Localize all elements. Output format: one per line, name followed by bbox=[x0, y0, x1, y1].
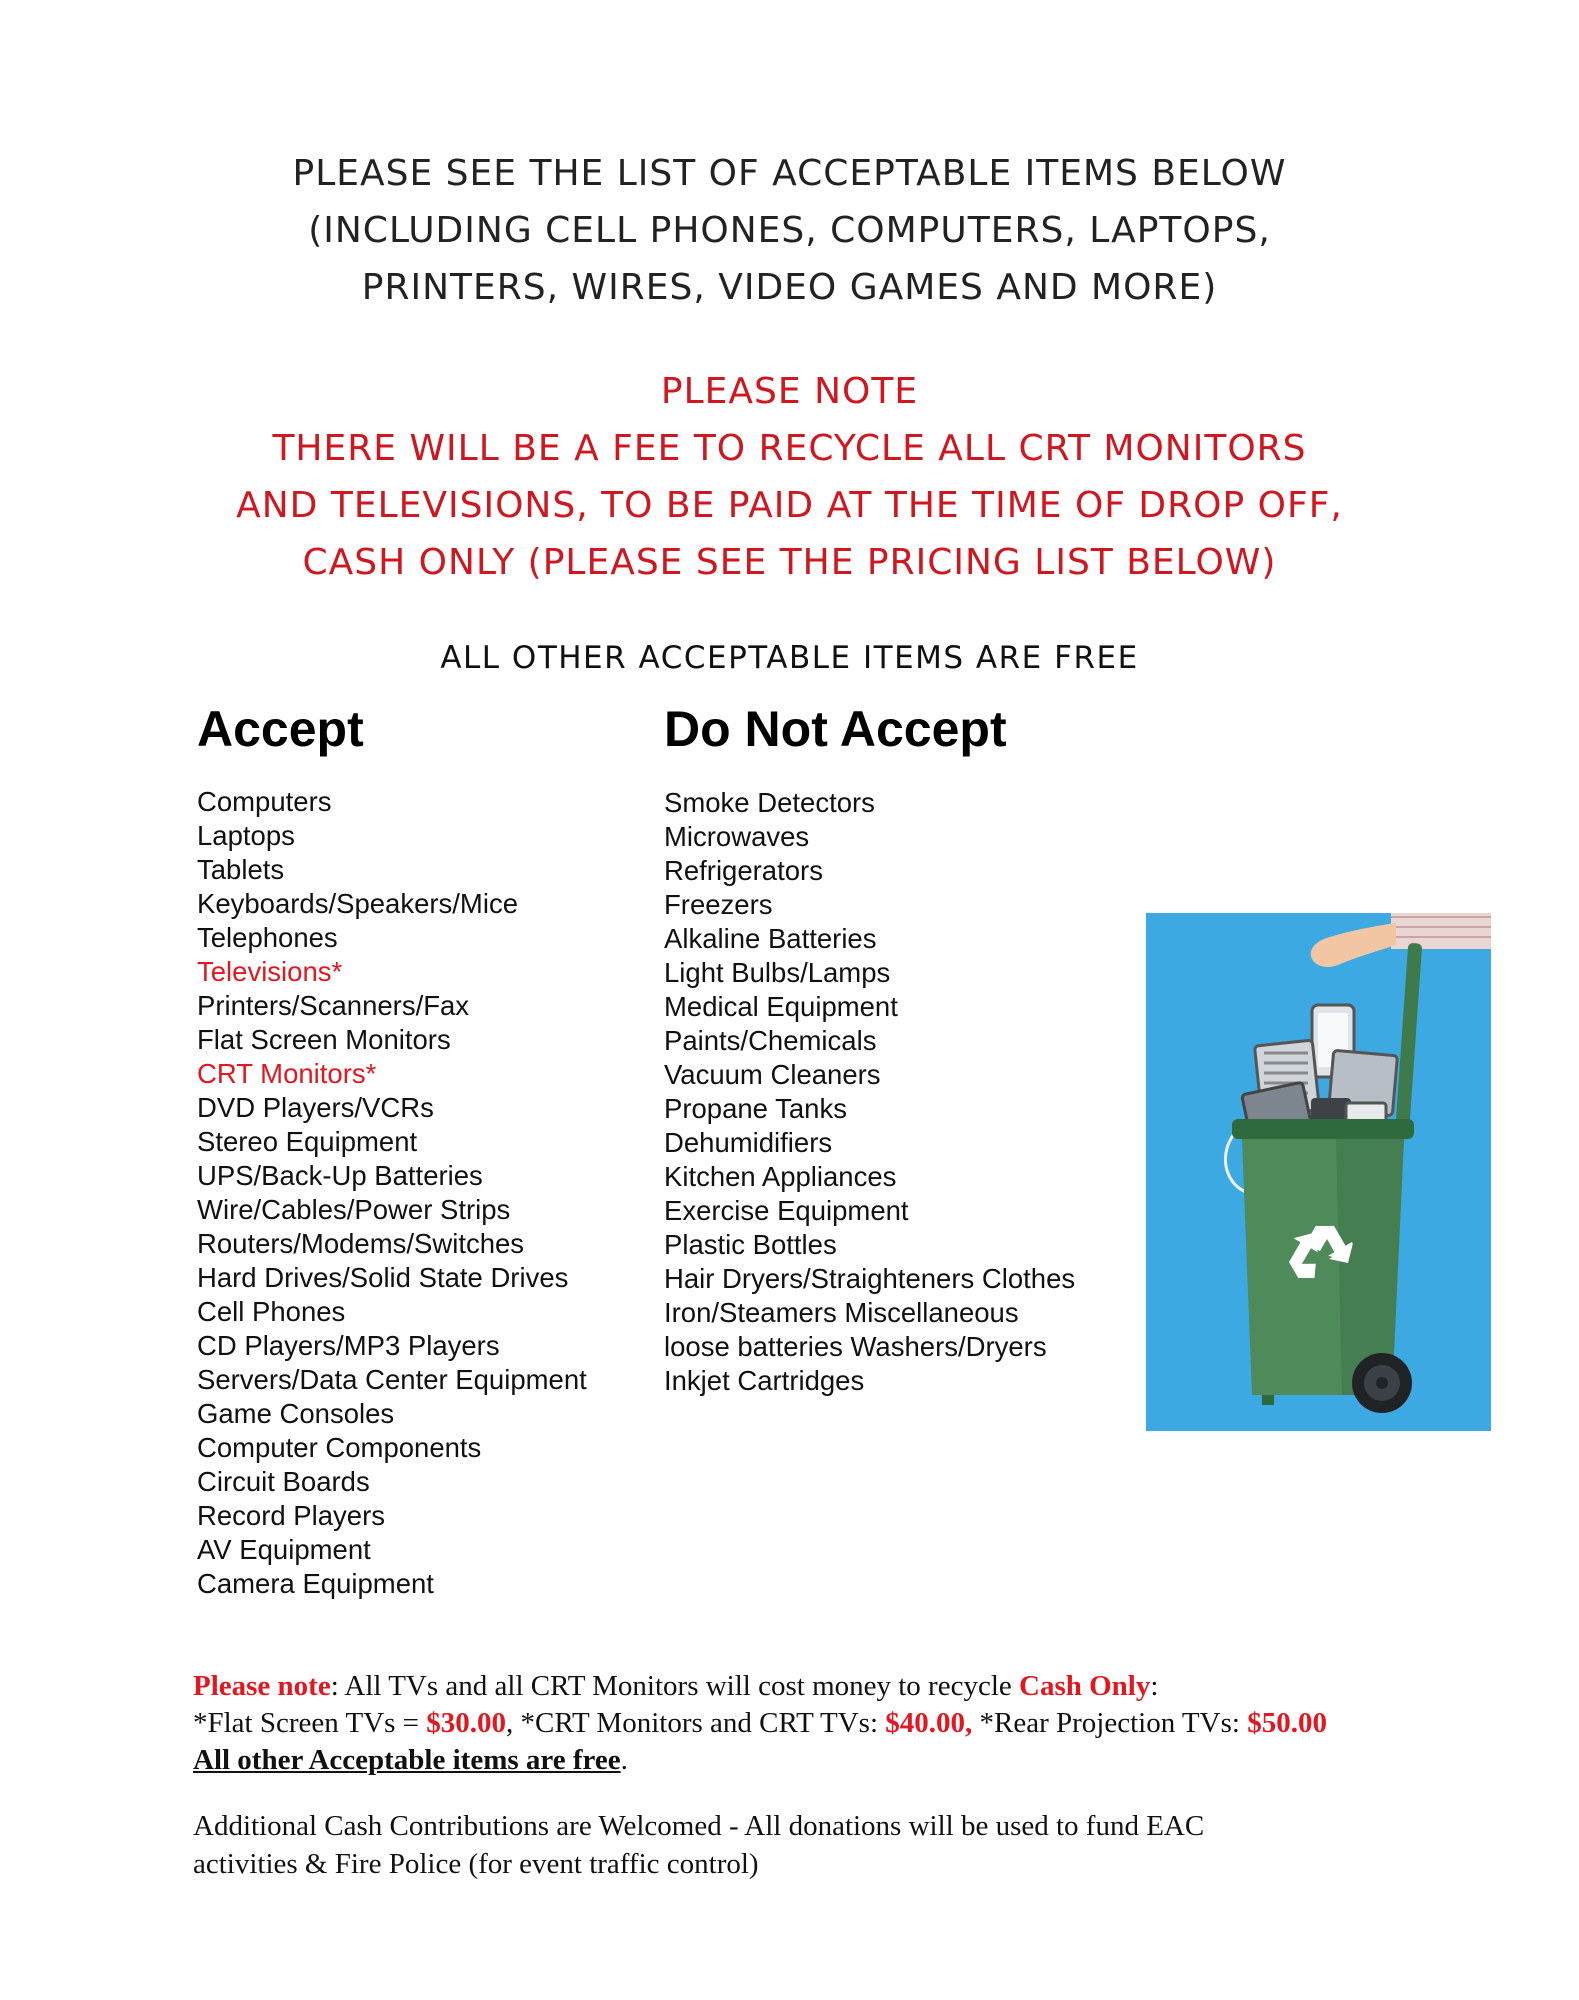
reject-item: Propane Tanks bbox=[664, 1093, 847, 1124]
reject-item: Kitchen Appliances bbox=[664, 1161, 897, 1192]
free-items-line: ALL OTHER ACCEPTABLE ITEMS ARE FREE bbox=[440, 640, 1139, 676]
accept-item: Circuit Boards bbox=[197, 1466, 370, 1497]
reject-item: Microwaves bbox=[664, 821, 810, 852]
accept-item: Record Players bbox=[197, 1500, 385, 1531]
period: . bbox=[620, 1744, 628, 1776]
crt-price: $40.00, bbox=[885, 1707, 973, 1739]
lid-shape bbox=[1395, 943, 1422, 1129]
contribution-note bbox=[193, 1807, 1493, 1883]
please-note-label: Please note bbox=[193, 1670, 331, 1702]
pricing-line-2 bbox=[193, 1705, 1493, 1742]
reject-item: Plastic Bottles bbox=[664, 1229, 837, 1260]
pricing-colon: : bbox=[1150, 1670, 1159, 1702]
accept-item: Computers bbox=[197, 786, 332, 817]
do-not-accept-list bbox=[664, 786, 1078, 1398]
contribution-line: activities & Fire Police (for event traffic control) bbox=[193, 1848, 759, 1880]
reject-item: Paints/Chemicals bbox=[664, 1025, 877, 1056]
do-not-accept-heading: Do Not Accept bbox=[664, 701, 1007, 757]
recycling-bin-svg bbox=[1146, 913, 1491, 1431]
reject-item: Refrigerators bbox=[664, 855, 823, 886]
accept-item: Telephones bbox=[197, 922, 338, 953]
fee-notice-line: AND TELEVISIONS, TO BE PAID AT THE TIME OF DROP OFF, bbox=[236, 485, 1343, 526]
pricing-note bbox=[193, 1668, 1493, 1779]
fee-notice-line: THERE WILL BE A FEE TO RECYCLE ALL CRT MONITORS bbox=[272, 428, 1307, 469]
accept-item: Hard Drives/Solid State Drives bbox=[197, 1262, 569, 1293]
rear-projection-price: $50.00 bbox=[1247, 1707, 1327, 1739]
flat-screen-price: $30.00 bbox=[426, 1707, 507, 1739]
accept-item: Stereo Equipment bbox=[197, 1126, 418, 1157]
accept-item-fee: Televisions* bbox=[197, 956, 343, 987]
bin-rim bbox=[1232, 1119, 1414, 1139]
accept-item: AV Equipment bbox=[197, 1534, 371, 1565]
pricing-line-1 bbox=[193, 1668, 1493, 1705]
accept-item: Tablets bbox=[197, 854, 285, 885]
reject-item: Smoke Detectors bbox=[664, 787, 875, 818]
intro-heading bbox=[0, 145, 1579, 316]
reject-item: Inkjet Cartridges bbox=[664, 1365, 865, 1396]
fee-notice-line: CASH ONLY (PLEASE SEE THE PRICING LIST BELOW) bbox=[302, 542, 1277, 583]
reject-item: Exercise Equipment bbox=[664, 1195, 909, 1226]
free-items-statement: All other Acceptable items are free bbox=[193, 1744, 621, 1776]
accept-item: CD Players/MP3 Players bbox=[197, 1330, 500, 1361]
accept-list bbox=[197, 785, 587, 1601]
reject-item: Light Bulbs/Lamps bbox=[664, 957, 891, 988]
accept-item: Printers/Scanners/Fax bbox=[197, 990, 470, 1021]
sleeve-shape bbox=[1391, 913, 1491, 949]
intro-line: (INCLUDING CELL PHONES, COMPUTERS, LAPTOPS, bbox=[308, 210, 1271, 251]
crt-label: , *CRT Monitors and CRT TVs: bbox=[506, 1707, 886, 1739]
reject-item: Iron/Steamers Miscellaneous bbox=[664, 1297, 1019, 1328]
accept-item: Keyboards/Speakers/Mice bbox=[197, 888, 518, 919]
pricing-line-3 bbox=[193, 1742, 1493, 1779]
hand-shape bbox=[1311, 923, 1396, 967]
accept-item: Cell Phones bbox=[197, 1296, 346, 1327]
accept-item: DVD Players/VCRs bbox=[197, 1092, 434, 1123]
reject-item: Vacuum Cleaners bbox=[664, 1059, 881, 1090]
accept-item: Routers/Modems/Switches bbox=[197, 1228, 525, 1259]
fee-notice-line: PLEASE NOTE bbox=[660, 371, 919, 412]
accept-item: Servers/Data Center Equipment bbox=[197, 1364, 587, 1395]
contribution-line: Additional Cash Contributions are Welcomed - All donations will be used to fund EAC bbox=[193, 1810, 1205, 1842]
flat-screen-label: *Flat Screen TVs = bbox=[193, 1707, 427, 1739]
accept-item: Wire/Cables/Power Strips bbox=[197, 1194, 511, 1225]
recycling-bin-illustration bbox=[1146, 913, 1491, 1431]
accept-item-fee: CRT Monitors* bbox=[197, 1058, 377, 1089]
fee-notice bbox=[0, 363, 1579, 591]
reject-item: loose batteries Washers/Dryers bbox=[664, 1331, 1047, 1362]
accept-item: Laptops bbox=[197, 820, 295, 851]
reject-item: Dehumidifiers bbox=[664, 1127, 833, 1158]
accept-item: Flat Screen Monitors bbox=[197, 1024, 451, 1055]
rear-projection-label: *Rear Projection TVs: bbox=[972, 1707, 1248, 1739]
accept-heading: Accept bbox=[197, 701, 364, 757]
pricing-note-text: : All TVs and all CRT Monitors will cost money to recycle bbox=[330, 1670, 1020, 1702]
cash-only-label: Cash Only bbox=[1019, 1670, 1151, 1702]
reject-item: Freezers bbox=[664, 889, 773, 920]
intro-line: PRINTERS, WIRES, VIDEO GAMES AND MORE) bbox=[361, 267, 1218, 308]
accept-item: Camera Equipment bbox=[197, 1568, 434, 1599]
intro-line: PLEASE SEE THE LIST OF ACCEPTABLE ITEMS BELOW bbox=[292, 153, 1287, 194]
reject-item: Medical Equipment bbox=[664, 991, 898, 1022]
reject-item: Alkaline Batteries bbox=[664, 923, 877, 954]
accept-item: Computer Components bbox=[197, 1432, 482, 1463]
accept-item: Game Consoles bbox=[197, 1398, 395, 1429]
accept-item: UPS/Back-Up Batteries bbox=[197, 1160, 483, 1191]
reject-item: Hair Dryers/Straighteners Clothes bbox=[664, 1263, 1076, 1294]
